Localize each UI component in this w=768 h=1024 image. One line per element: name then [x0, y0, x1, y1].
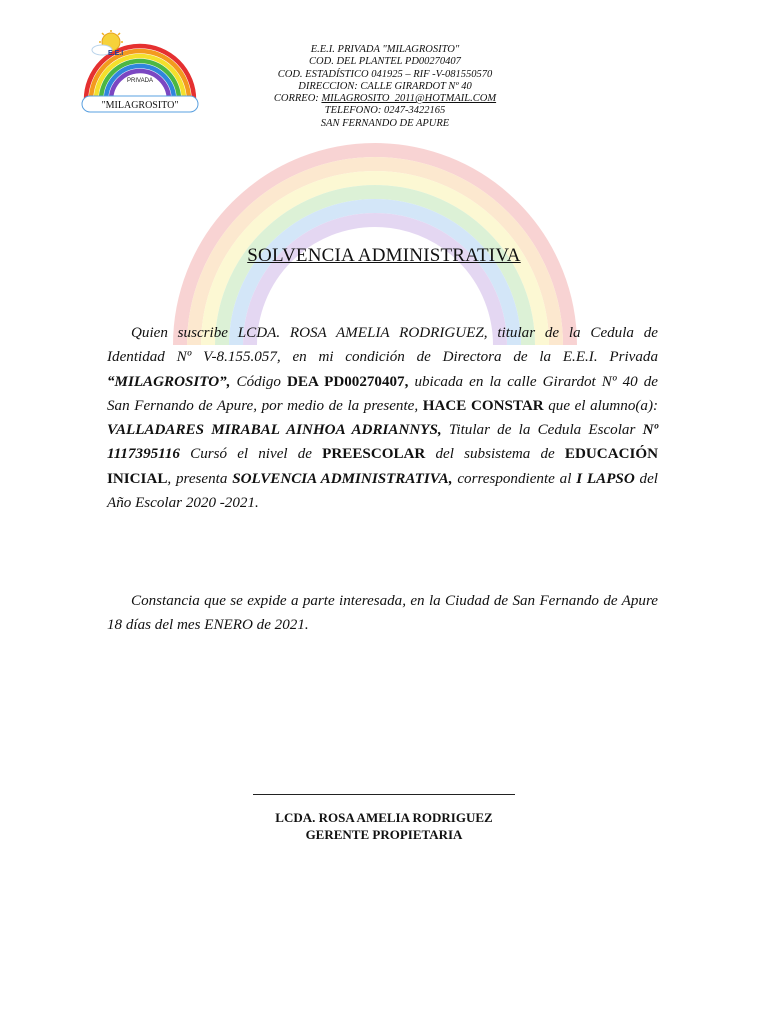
letterhead [220, 44, 550, 130]
school-logo [78, 30, 202, 118]
signatory-name: LCDA. ROSA AMELIA RODRIGUEZ [275, 810, 493, 825]
student-cedula: Nº 1117395116 [107, 422, 658, 463]
header-email-link[interactable]: MILAGROSITO_2011@HOTMAIL.COM [321, 93, 497, 105]
logo-eei-text: E.E.I [108, 50, 124, 57]
document-title: SOLVENCIA ADMINISTRATIVA [247, 245, 521, 266]
header-address: DIRECCION: CALLE GIRARDOT Nº 40 [298, 80, 472, 92]
header-stat-code: COD. ESTADÍSTICO 041925 – RIF -V-081550570 [277, 68, 493, 80]
header-phone: TELEFONO: 0247-3422165 [324, 105, 446, 117]
header-email-label: CORREO: [273, 93, 322, 105]
rainbow-watermark [150, 95, 600, 355]
header-email-line [220, 93, 550, 105]
body-paragraph-2: Constancia que se expide a parte interesada, en la Ciudad de San Fernando de Apure 18 días del mes ENERO de 2021. [107, 593, 658, 634]
header-plant-code: COD. DEL PLANTEL PD00270407 [309, 56, 461, 68]
header-school-name: E.E.I. PRIVADA "MILAGROSITO" [310, 44, 460, 55]
header-city: SAN FERNANDO DE APURE [320, 117, 450, 129]
student-name: VALLADARES MIRABAL AINHOA ADRIANNYS, [107, 422, 442, 439]
signatory-role: GERENTE PROPIETARIA [305, 827, 463, 842]
body-paragraph-1: Quien suscribe LCDA. ROSA AMELIA RODRIGUEZ, titular de la Cedula de Identidad Nº V-8.155.057, en mi condición de Directora de la E.E.I. Privada “MILAGROSITO”, Código DEA PD00270407, ubicada en la calle Girardot Nº 40 de San Fernando de Apure, por medio de la presente, HACE CONSTAR que el alumno(a): VALLADARES MIRABAL AINHOA ADRIANNYS, Titular de la Cedula Escolar Nº 1117395116 Cursó el nivel de PREESCOLAR del subsistema de EDUCACIÓN INICIAL, presenta SOLVENCIA ADMINISTRATIVA, correspondiente al I LAPSO del Año Escolar 2020 -2021. [107, 325, 659, 512]
signature-block [0, 809, 768, 843]
logo-privada-text: PRIVADA [127, 78, 153, 84]
logo-name-text: "MILAGROSITO" [101, 100, 179, 111]
document-title-wrap [0, 245, 768, 267]
signature-line [253, 794, 515, 795]
